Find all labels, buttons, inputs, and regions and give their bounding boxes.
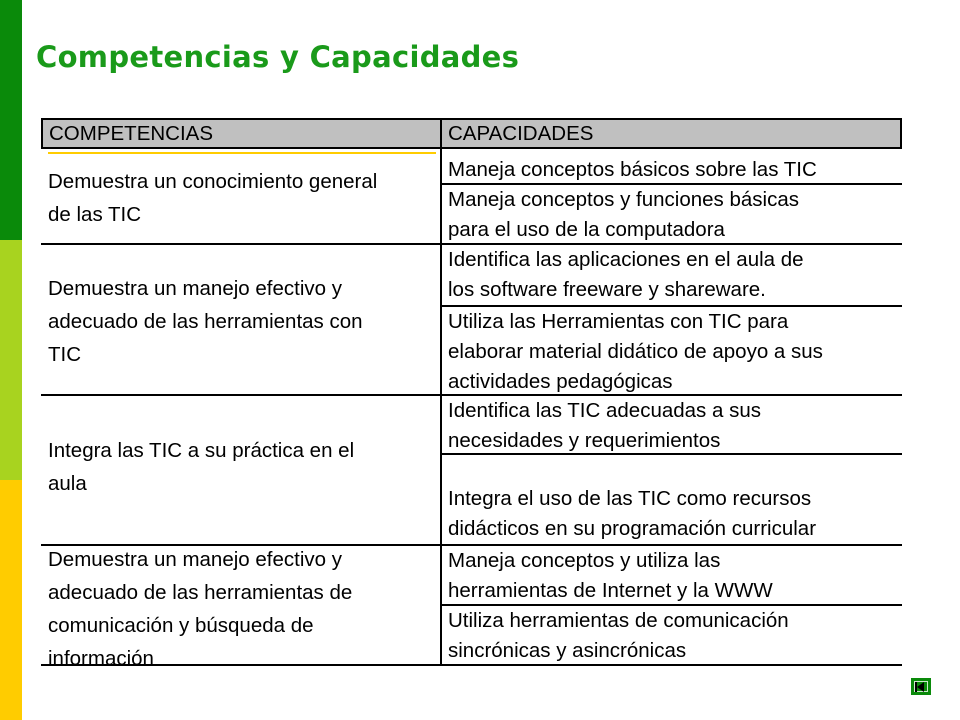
- header-top-border: [41, 118, 902, 120]
- accent-bar-lime: [0, 240, 22, 480]
- competencia-text: Demuestra un manejo efectivo y: [48, 548, 342, 571]
- capacidad-text: necesidades y requerimientos: [448, 429, 721, 452]
- capacidad-text: Utiliza herramientas de comunicación: [448, 609, 789, 632]
- competencia-text: Integra las TIC a su práctica en el: [48, 439, 355, 462]
- header-competencias: COMPETENCIAS: [43, 119, 440, 148]
- capacidad-text: sincrónicas y asincrónicas: [448, 639, 687, 662]
- capacidad-text: Identifica las TIC adecuadas a sus: [448, 399, 761, 422]
- column-divider: [440, 118, 442, 665]
- header-left-border: [41, 118, 43, 149]
- header-right-border: [900, 118, 902, 149]
- competencia-text: Demuestra un manejo efectivo y: [48, 277, 342, 300]
- competencia-text: comunicación y búsqueda de: [48, 614, 314, 637]
- capacidad-text: herramientas de Internet y la WWW: [448, 579, 773, 602]
- capacidad-text: didácticos en su programación curricular: [448, 517, 817, 540]
- capacidad-text: Maneja conceptos básicos sobre las TIC: [448, 158, 817, 181]
- header-capacidades: CAPACIDADES: [442, 119, 901, 148]
- slide-title: Competencias y Capacidades: [36, 40, 520, 74]
- capacidad-text: elaborar material didático de apoyo a sus: [448, 340, 823, 363]
- accent-bar-yellow: [0, 480, 22, 720]
- capacidad-text: actividades pedagógicas: [448, 370, 673, 393]
- competencia-text: aula: [48, 472, 87, 495]
- competencia-text: información: [48, 647, 154, 670]
- header-accent-line: [48, 152, 436, 154]
- capacidad-text: Utiliza las Herramientas con TIC para: [448, 310, 789, 333]
- capacidad-text: Maneja conceptos y utiliza las: [448, 549, 721, 572]
- previous-arrow-icon: [917, 682, 924, 692]
- capacidad-text: los software freeware y shareware.: [448, 278, 766, 301]
- left-row-divider: [41, 394, 441, 396]
- competencia-text: de las TIC: [48, 203, 142, 226]
- accent-bar-green: [0, 0, 22, 240]
- capacidad-text: Maneja conceptos y funciones básicas: [448, 188, 799, 211]
- competencia-text: adecuado de las herramientas de: [48, 581, 353, 604]
- competencia-text: adecuado de las herramientas con: [48, 310, 363, 333]
- capacidad-text: Integra el uso de las TIC como recursos: [448, 487, 812, 510]
- capacidad-text: Identifica las aplicaciones en el aula de: [448, 248, 804, 271]
- competencia-text: Demuestra un conocimiento general: [48, 170, 378, 193]
- capacidad-text: para el uso de la computadora: [448, 218, 725, 241]
- header-bottom-border: [41, 147, 902, 149]
- previous-slide-button[interactable]: [911, 678, 931, 695]
- competencia-text: TIC: [48, 343, 82, 366]
- left-row-divider: [41, 243, 441, 245]
